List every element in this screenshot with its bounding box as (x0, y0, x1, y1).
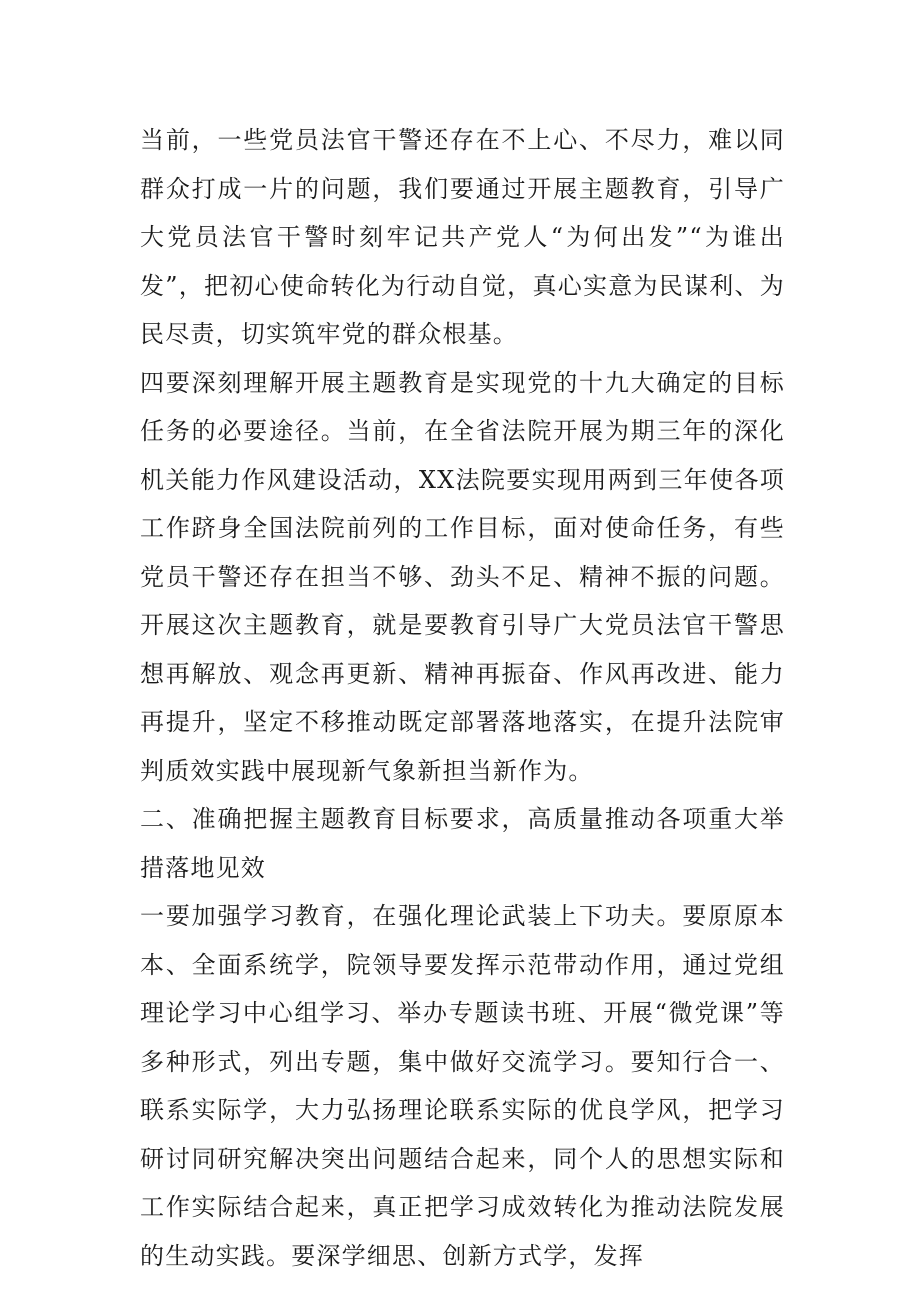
paragraph-mass-foundation: 当前，一些党员法官干警还存在不上心、不尽力，难以同群众打成一片的问题，我们要通过开展主题教育，引导广大党员法官干警时刻牢记共产党人“为何出发”“为谁出发”，把初心使命转化为行动自觉，真心实意为民谋利、为民尽责，切实筑牢党的群众根基。 (140, 126, 785, 348)
document-body (140, 116, 785, 1280)
paragraph-point-four: 四要深刻理解开展主题教育是实现党的十九大确定的目标任务的必要途径。当前，在全省法院开展为期三年的深化机关能力作风建设活动，XX法院要实现用两到三年使各项工作跻身全国法院前列的工作目标，面对使命任务，有些党员干警还存在担当不够、劲头不足、精神不振的问题。开展这次主题教育，就是要教育引导广大党员法官干警思想再解放、观念再更新、精神再振奋、作风再改进、能力再提升，坚定不移推动既定部署落地落实，在提升法院审判质效实践中展现新气象新担当新作为。 (140, 368, 785, 785)
section-heading-two: 二、准确把握主题教育目标要求，高质量推动各项重大举措落地见效 (140, 805, 785, 882)
paragraph-point-one: 一要加强学习教育，在强化理论武装上下功夫。要原原本本、全面系统学，院领导要发挥示范带动作用，通过党组理论学习中心组学习、举办专题读书班、开展“微党课”等多种形式，列出专题，集中做好交流学习。要知行合一、联系实际学，大力弘扬理论联系实际的优良学风，把学习研讨同研究解决突出问题结合起来，同个人的思想实际和工作实际结合起来，真正把学习成效转化为推动法院发展的生动实践。要深学细思、创新方式学，发挥 (140, 902, 785, 1270)
